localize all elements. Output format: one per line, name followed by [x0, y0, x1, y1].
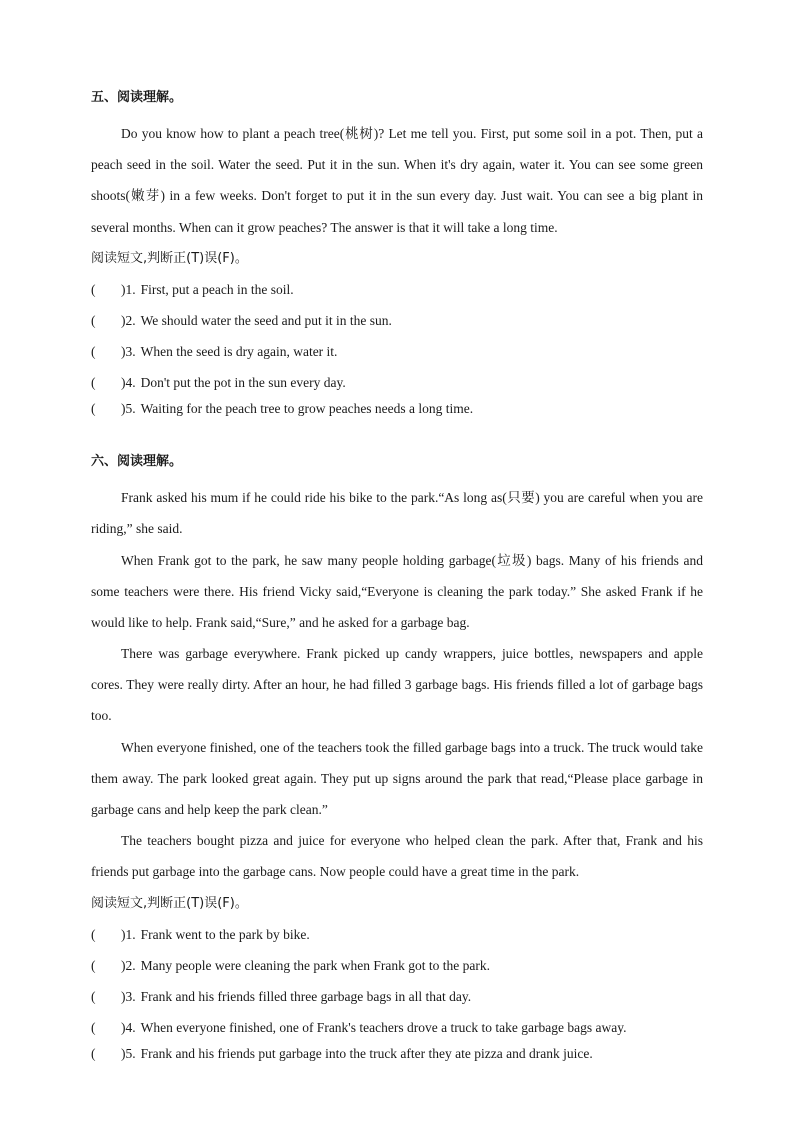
question-text: Don't put the pot in the sun every day.	[140, 375, 346, 390]
answer-blank[interactable]: (	[91, 1046, 96, 1061]
section6-paragraph-5: The teachers bought pizza and juice for everyone who helped clean the park. After that, Frank and his friends put garbage into the garbage cans. Now people could have a great time in the park.	[91, 833, 703, 880]
section5-question-5	[91, 401, 473, 417]
answer-blank[interactable]: (	[91, 282, 96, 297]
section6-question-5	[91, 1046, 593, 1062]
question-text: When everyone finished, one of Frank's teachers drove a truck to take garbage bags away.	[140, 1020, 627, 1035]
question-number: )2.	[121, 313, 136, 328]
section5-question-3	[91, 344, 337, 360]
question-text: Frank went to the park by bike.	[140, 927, 310, 942]
answer-blank[interactable]: (	[91, 401, 96, 416]
section6-paragraph-1: Frank asked his mum if he could ride his bike to the park.“As long as(只要) you are careful when you are riding,” she said.	[91, 490, 703, 537]
section6-question-3	[91, 989, 471, 1005]
question-number: )3.	[121, 989, 136, 1004]
question-number: )2.	[121, 958, 136, 973]
section6-question-4	[91, 1020, 627, 1036]
question-number: )3.	[121, 344, 136, 359]
section6-title: 六、阅读理解。	[91, 454, 183, 469]
question-text: We should water the seed and put it in the sun.	[140, 313, 392, 328]
section6-paragraph-2: When Frank got to the park, he saw many people holding garbage(垃圾) bags. Many of his friends and some teachers were there. His friend Vicky said,“Everyone is cleaning the park today.” She asked Frank if he would like to help. Frank said,“Sure,” and he asked for a garbage bag.	[91, 553, 703, 631]
answer-blank[interactable]: (	[91, 344, 96, 359]
question-number: )4.	[121, 1020, 136, 1035]
answer-blank[interactable]: (	[91, 375, 96, 390]
question-number: )4.	[121, 375, 136, 390]
section5-question-1	[91, 282, 294, 298]
question-number: )1.	[121, 282, 136, 297]
question-number: )5.	[121, 401, 136, 416]
question-text: Frank and his friends put garbage into the truck after they ate pizza and drank juice.	[140, 1046, 593, 1061]
question-text: First, put a peach in the soil.	[140, 282, 294, 297]
answer-blank[interactable]: (	[91, 989, 96, 1004]
section6-question-2	[91, 958, 490, 974]
section6-question-1	[91, 927, 310, 943]
question-text: Many people were cleaning the park when Frank got to the park.	[140, 958, 491, 973]
answer-blank[interactable]: (	[91, 958, 96, 973]
answer-blank[interactable]: (	[91, 927, 96, 942]
section5-question-4	[91, 375, 346, 391]
question-number: )1.	[121, 927, 136, 942]
section5-question-2	[91, 313, 392, 329]
section5-passage: Do you know how to plant a peach tree(桃树)? Let me tell you. First, put some soil in a pot. Then, put a peach seed in the soil. Water the seed. Put it in the sun. When it's dry again, water it. You can see some green shoots(嫩芽) in a few weeks. Don't forget to put it in the sun every day. Just wait. You can see a big plant in several months. When can it grow peaches? The answer is that it will take a long time.	[91, 126, 703, 235]
section6-paragraph-4: When everyone finished, one of the teachers took the filled garbage bags into a truck. The truck would take them away. The park looked great again. They put up signs around the park that read,“Please place garbage in garbage cans and help keep the park clean.”	[91, 740, 703, 818]
answer-blank[interactable]: (	[91, 313, 96, 328]
section6-paragraph-3: There was garbage everywhere. Frank picked up candy wrappers, juice bottles, newspapers and apple cores. They were really dirty. After an hour, he had filled 3 garbage bags. His friends filled a lot of garbage bags too.	[91, 646, 703, 724]
section5-instruction: 阅读短文,判断正(T)误(F)。	[91, 251, 248, 266]
question-text: Frank and his friends filled three garbage bags in all that day.	[140, 989, 472, 1004]
question-text: Waiting for the peach tree to grow peaches needs a long time.	[140, 401, 474, 416]
answer-blank[interactable]: (	[91, 1020, 96, 1035]
section5-title: 五、阅读理解。	[91, 90, 183, 105]
section6-instruction: 阅读短文,判断正(T)误(F)。	[91, 896, 248, 911]
question-text: When the seed is dry again, water it.	[140, 344, 338, 359]
question-number: )5.	[121, 1046, 136, 1061]
